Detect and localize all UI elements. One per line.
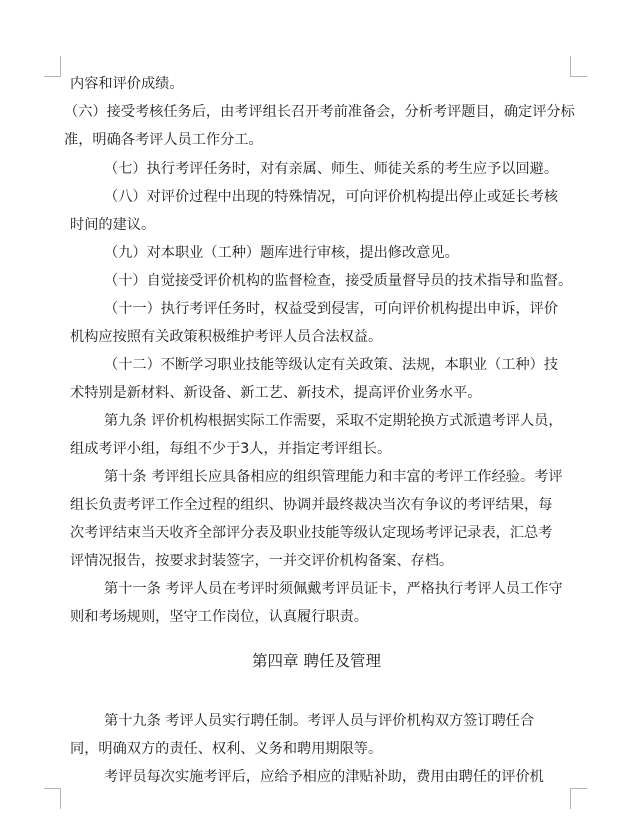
paragraph-line: （十）自觉接受评价机构的监督检查，接受质量督导员的技术指导和监督。 xyxy=(104,273,573,289)
paragraph-line: （六）接受考核任务后，由考评组长召开考前准备会，分析考评题目，确定评分标 xyxy=(64,104,575,120)
paragraph-line: 次考评结束当天收齐全部评分表及职业技能等级认定现场考评记录表，汇总考 xyxy=(70,525,553,541)
paragraph-line: （十一）执行考评任务时，权益受到侵害，可向评价机构提出申诉，评价 xyxy=(104,301,559,317)
paragraph-line: （八）对评价过程中出现的特殊情况，可向评价机构提出停止或延长考核 xyxy=(104,189,559,205)
paragraph-line: 组成考评小组，每组不少于3人，并指定考评组长。 xyxy=(70,441,392,457)
paragraph-line: 评情况报告，按要求封装签字，一并交评价机构备案、存档。 xyxy=(70,553,454,569)
crop-mark-top-right xyxy=(570,56,587,77)
paragraph-line: 第九条 评价机构根据实际工作需要，采取不定期轮换方式派遣考评人员， xyxy=(104,413,563,429)
crop-mark-top-left xyxy=(44,56,61,77)
paragraph-line: （九）对本职业（工种）题库进行审核，提出修改意见。 xyxy=(104,245,459,261)
paragraph-line: （十二）不断学习职业技能等级认定有关政策、法规，本职业（工种）技 xyxy=(104,357,559,373)
paragraph-line: 第十一条 考评人员在考评时须佩戴考评员证卡，严格执行考评人员工作守 xyxy=(104,581,563,597)
paragraph-line: 时间的建议。 xyxy=(70,217,156,233)
paragraph-line: 准，明确各考评人员工作分工。 xyxy=(64,132,263,148)
paragraph-line: 组长负责考评工作全过程的组织、协调并最终裁决当次有争议的考评结果，每 xyxy=(70,497,553,513)
paragraph-line: 机构应按照有关政策积极维护考评人员合法权益。 xyxy=(70,329,383,345)
paragraph-line: 考评员每次实施考评后，应给予相应的津贴补助，费用由聘任的评价机 xyxy=(104,769,544,785)
crop-mark-bottom-left xyxy=(44,788,61,809)
paragraph-line: 术特别是新材料、新设备、新工艺、新技术，提高评价业务水平。 xyxy=(70,385,482,401)
crop-mark-bottom-right xyxy=(570,788,587,809)
paragraph-line: 则和考场规则，坚守工作岗位，认真履行职责。 xyxy=(70,609,368,625)
chapter-heading: 第四章 聘任及管理 xyxy=(252,652,381,670)
paragraph-line: 第十条 考评组长应具备相应的组织管理能力和丰富的考评工作经验。考评 xyxy=(104,469,563,485)
paragraph-line: 第十九条 考评人员实行聘任制。考评人员与评价机构双方签订聘任合 xyxy=(104,713,535,729)
paragraph-line: （七）执行考评任务时，对有亲属、师生、师徒关系的考生应予以回避。 xyxy=(104,161,559,177)
paragraph-line: 内容和评价成绩。 xyxy=(70,76,184,92)
paragraph-line: 同，明确双方的责任、权利、义务和聘用期限等。 xyxy=(70,741,383,757)
